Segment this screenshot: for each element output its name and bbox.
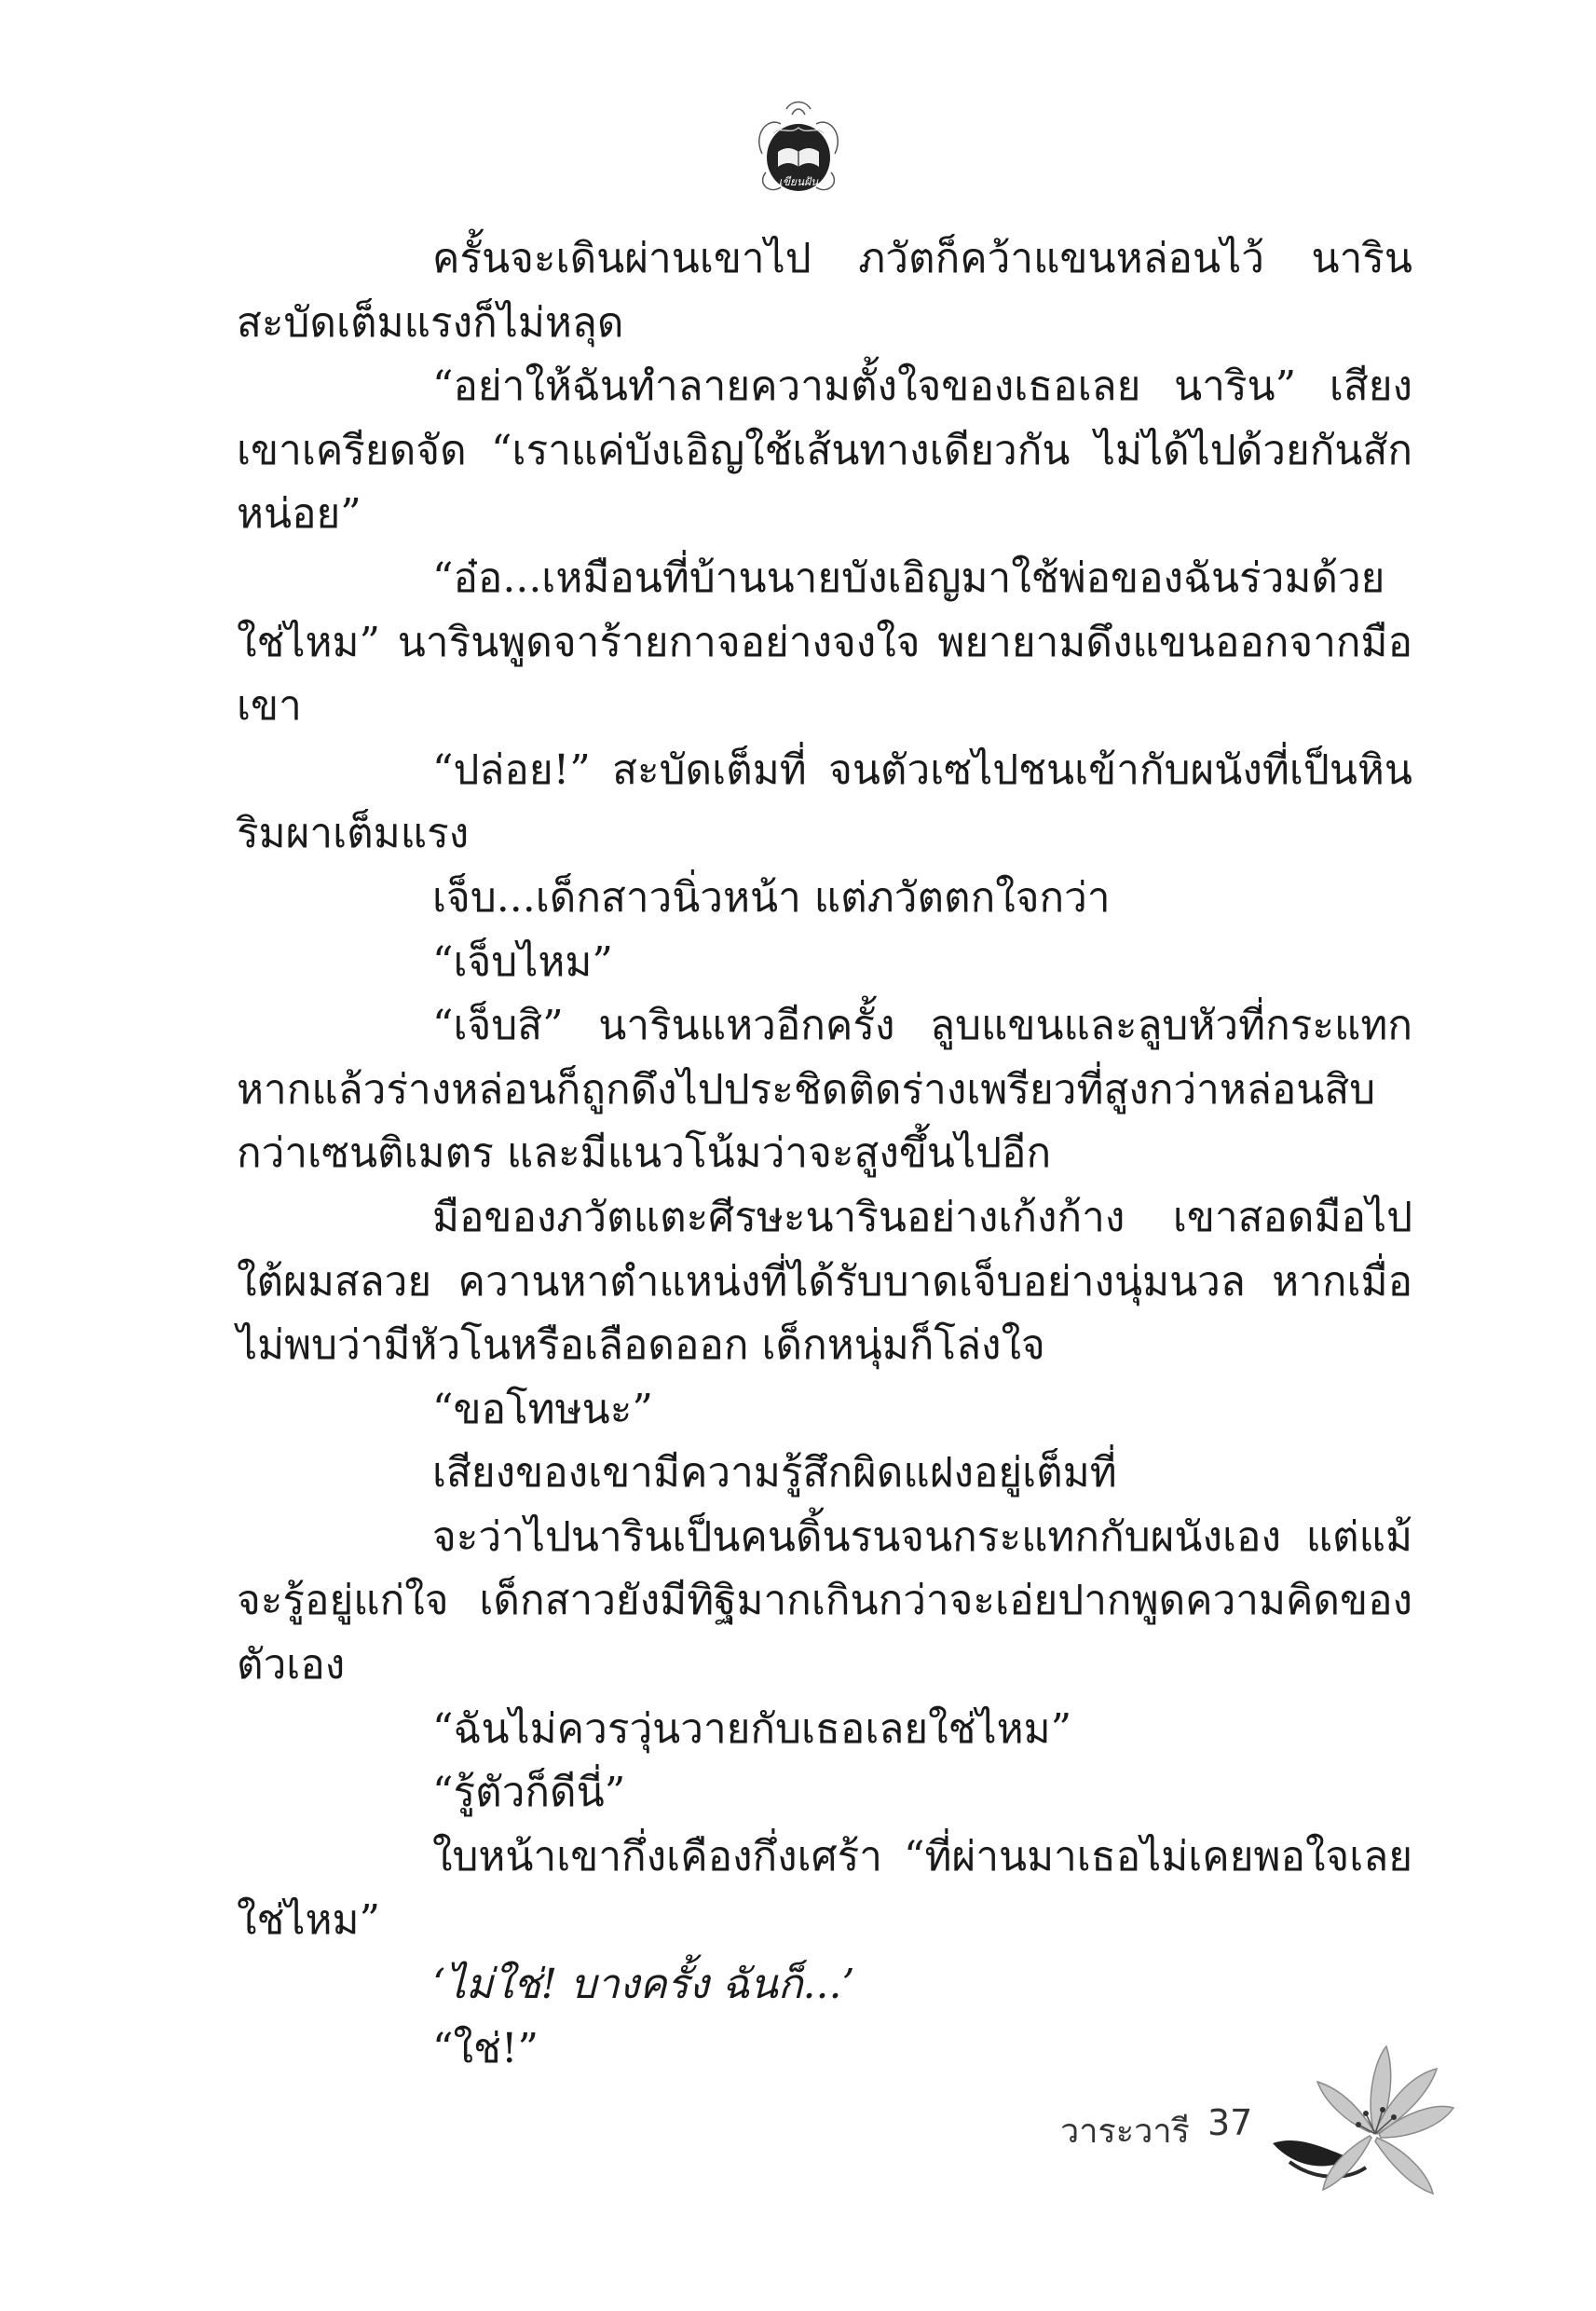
paragraph: “ขอโทษนะ” <box>432 1385 653 1433</box>
paragraph: ครั้นจะเดินผ่านเขาไป ภวัตก็คว้าแขนหล่อนไว้ นารินสะบัดเต็มแรงก็ไม่หลุด <box>237 235 1412 347</box>
paragraph: “รู้ตัวก็ดีนี่” <box>432 1769 626 1817</box>
paragraph: เสียงของเขามีความรู้สึกผิดแฝงอยู่เต็มที่ <box>432 1449 1117 1497</box>
lily-flower-icon <box>1263 2041 1459 2199</box>
paragraph: “ใช่!” <box>432 2024 539 2072</box>
ornate-book-emblem-icon <box>753 98 844 200</box>
paragraph: มือของภวัตแตะศีรษะนารินอย่างเก้งก้าง เขาสอดมือไปใต้ผมสลวย ควานหาตำแหน่งที่ได้รับบาดเจ็บอย่างนุ่มนวล หากเมื่อไม่พบว่ามีหัวโนหรือเลือดออก เด็กหนุ่มก็โล่งใจ <box>237 1193 1412 1370</box>
paragraph: “ฉันไม่ควรวุ่นวายกับเธอเลยใช่ไหม” <box>432 1704 1072 1753</box>
paragraph: เจ็บ...เด็กสาวนิ่วหน้า แต่ภวัตตกใจกว่า <box>432 873 1111 922</box>
paragraph: “เจ็บสิ” นารินแหวอีกครั้ง ลูบแขนและลูบหัวที่กระแทก หากแล้วร่างหล่อนก็ถูกดึงไปประชิดติดร่างเพรียวที่สูงกว่าหล่อนสิบกว่าเซนติเมตร และมีแนวโน้มว่าจะสูงขึ้นไปอีก <box>237 1002 1412 1178</box>
page-number: 37 <box>1207 2102 1253 2143</box>
story-text <box>237 227 1412 2081</box>
paragraph: ใบหน้าเขากึ่งเคืองกึ่งเศร้า “ที่ผ่านมาเธอไม่เคยพอใจเลยใช่ไหม” <box>237 1832 1412 1945</box>
inner-thought-paragraph: ‘ไม่ใช่! บางครั้ง ฉันก็...’ <box>432 1961 855 2009</box>
paragraph: “ปล่อย!” สะบัดเต็มที่ จนตัวเซไปชนเข้ากับผนังที่เป็นหินริมผาเต็มแรง <box>237 745 1412 858</box>
paragraph: “เจ็บไหม” <box>432 937 613 986</box>
paragraph: “อ๋อ...เหมือนที่บ้านนายบังเอิญมาใช้พ่อของฉันร่วมด้วยใช่ไหม” นารินพูดจาร้ายกาจอย่างจงใจ พยายามดึงแขนออกจากมือเขา <box>237 554 1412 731</box>
book-title: วาระวารี <box>1060 2113 1190 2151</box>
paragraph: “อย่าให้ฉันทำลายความตั้งใจของเธอเลย นาริน” เสียงเขาเครียดจัด “เราแค่บังเอิญใช้เส้นทางเดียวกัน ไม่ได้ไปด้วยกันสักหน่อย” <box>237 362 1412 539</box>
emblem-text: เขียนฝัน <box>778 175 819 188</box>
paragraph: จะว่าไปนารินเป็นคนดิ้นรนจนกระแทกกับผนังเอง แต่แม้จะรู้อยู่แก่ใจ เด็กสาวยังมีทิฐิมากเกินกว่าจะเอ่ยปากพูดความคิดของตัวเอง <box>237 1512 1412 1689</box>
